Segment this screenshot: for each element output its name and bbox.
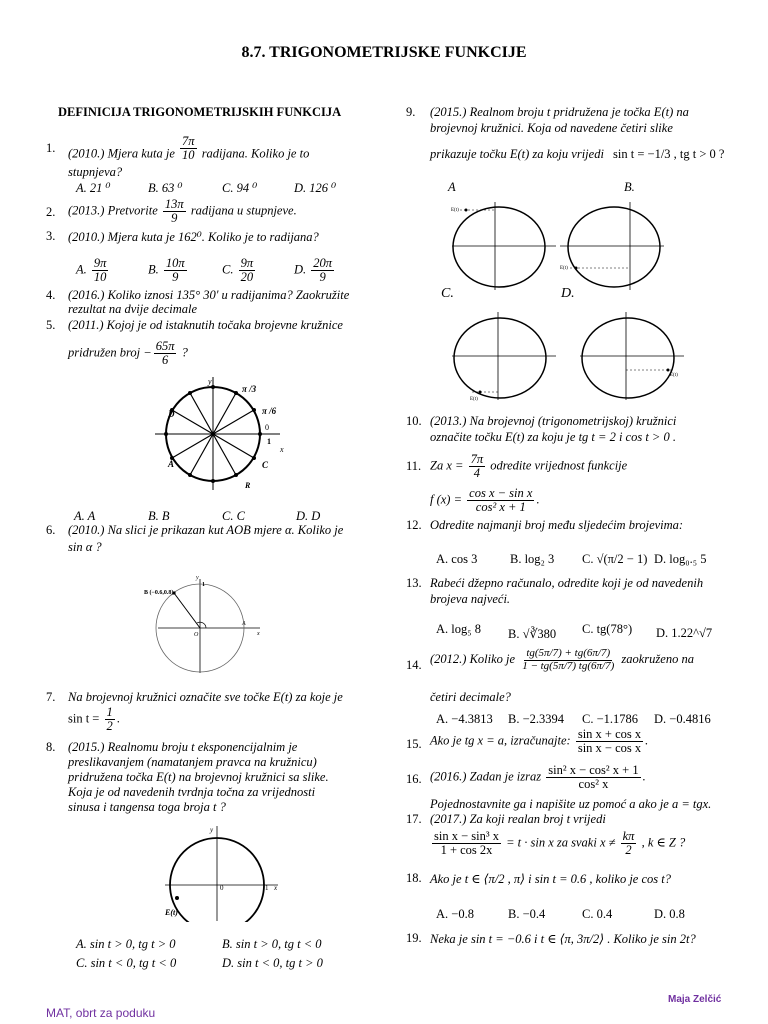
question-text: brojeva najveći. bbox=[430, 592, 511, 606]
question-text: označite točku E(t) za koju je tg t = 2 i cos t > 0 . bbox=[430, 430, 676, 444]
question-number: 3. bbox=[46, 229, 56, 243]
option-c[interactable]: C. tg(78°) bbox=[582, 622, 633, 636]
fraction: $\frac{\text{sin² x − cos² x + 1}}{\text{cos² x}}$ bbox=[548, 763, 639, 792]
option-c[interactable]: C. √(π/2 − 1) bbox=[582, 552, 648, 566]
y-axis-label: y bbox=[208, 377, 212, 386]
option-a[interactable]: A. log₅ 8 bbox=[436, 622, 481, 636]
label-et: E(t) bbox=[165, 908, 178, 917]
label-a: A bbox=[168, 459, 175, 469]
option-a[interactable]: A. sin t > 0, tg t > 0 bbox=[76, 937, 176, 951]
circle-figure-d bbox=[576, 308, 688, 402]
label-c: C bbox=[262, 460, 269, 470]
option-c[interactable]: C. C bbox=[222, 509, 245, 523]
fraction: $\frac{\text{sin x + cos x}}{\text{sin x − cos x}}$ bbox=[577, 727, 642, 756]
question-number: 11. bbox=[406, 459, 422, 473]
question-text: (2016.) Koliko iznosi 135° 30' u radijanima? Zaokružite bbox=[68, 288, 350, 302]
fraction: $\frac{65\pi}{6}$ bbox=[155, 339, 175, 368]
question-number: 6. bbox=[46, 523, 56, 537]
choice-label-a[interactable]: A bbox=[448, 180, 456, 194]
option-c[interactable]: C. sin t < 0, tg t < 0 bbox=[76, 956, 177, 970]
question-text: Za x = bbox=[430, 458, 464, 473]
y-axis-label: y bbox=[196, 575, 199, 581]
label-pi-6: π /6 bbox=[262, 406, 277, 416]
option-c[interactable]: C. −1.1786 bbox=[582, 712, 639, 726]
question-text: Ako je t ∈ ⟨π/2 , π⟩ i sin t = 0.6 , koliko je cos t? bbox=[430, 872, 671, 886]
question-number: 10. bbox=[406, 414, 422, 428]
option-b[interactable]: B. B bbox=[148, 509, 170, 523]
label-one: 1 bbox=[265, 884, 269, 892]
equation: sin t = bbox=[68, 711, 100, 726]
option-d[interactable]: D. log₀.₅ 5 bbox=[654, 552, 707, 566]
option-a[interactable]: A. cos 3 bbox=[436, 552, 478, 566]
x-axis-label: x bbox=[257, 631, 260, 637]
circle-figure-a bbox=[448, 198, 560, 292]
question-text: odredite vrijednost funkcije bbox=[490, 458, 628, 473]
choice-label-b[interactable]: B. bbox=[624, 180, 635, 194]
option-d[interactable]: D. $\frac{20\pi}{9}$ bbox=[294, 256, 333, 285]
question-text: (2017.) Za koji realan broj t vrijedi bbox=[430, 812, 606, 826]
question-number: 2. bbox=[46, 205, 56, 219]
option-b[interactable]: B. −0.4 bbox=[508, 907, 546, 921]
label-one: 1 bbox=[267, 437, 271, 446]
x-axis-label: x bbox=[280, 445, 284, 454]
question-number: 14. bbox=[406, 658, 422, 672]
question-text: (2010.) Mjera kuta je bbox=[68, 146, 175, 161]
label-pi-3: π /3 bbox=[242, 384, 257, 394]
option-b[interactable]: B. √∛380 bbox=[508, 627, 557, 641]
option-c[interactable]: C. 94 ⁰ bbox=[222, 181, 258, 195]
option-b[interactable]: B. 63 ⁰ bbox=[148, 181, 183, 195]
question-number: 12. bbox=[406, 518, 422, 532]
label-zero: 0 bbox=[265, 423, 269, 432]
question-text: radijana u stupnjeve. bbox=[190, 203, 297, 218]
question-text: Rabeći džepno računalo, odredite koji je od navedenih bbox=[430, 576, 704, 590]
option-a[interactable]: A. A bbox=[74, 509, 96, 523]
label-a: A bbox=[242, 621, 246, 627]
question-number: 19. bbox=[406, 931, 422, 945]
question-text: rezultat na dvije decimale bbox=[68, 302, 198, 316]
question-text: Na brojevnoj kružnici označite sve točke E(t) za koje je bbox=[68, 690, 343, 704]
question-text: radijana. Koliko je to bbox=[201, 146, 310, 161]
fraction: $\frac{\text{sin x − sin³ x}}{1 + \cos 2x}$ bbox=[434, 829, 499, 858]
label-o: O bbox=[194, 632, 199, 638]
angle-aob-figure bbox=[140, 575, 270, 675]
question-text: preslikavanjem (namatanjem pravca na kružnicu) bbox=[68, 755, 317, 769]
question-text: Koja je od navedenih tvrdnja točna za vrijednosti bbox=[68, 785, 316, 799]
et-label: E(t) bbox=[451, 208, 459, 213]
question-text: (2013.) Na brojevnoj (trigonometrijskoj) kružnici bbox=[430, 414, 677, 428]
question-text: (2015.) Realnomu broju t eksponencijalnim je bbox=[68, 740, 298, 754]
question-number: 8. bbox=[46, 740, 56, 754]
question-number: 16. bbox=[406, 772, 422, 786]
label-zero: 0 bbox=[220, 884, 224, 892]
label-d: D bbox=[168, 409, 175, 419]
option-d[interactable]: D. 0.8 bbox=[654, 907, 685, 921]
question-text: (2012.) Koliko je bbox=[430, 651, 516, 666]
question-text: brojevnoj kružnici. Koja od navedene četiri slike bbox=[430, 121, 673, 135]
option-a[interactable]: A. 21 ⁰ bbox=[76, 181, 111, 195]
question-number: 18. bbox=[406, 871, 422, 885]
option-d[interactable]: D. 126 ⁰ bbox=[294, 181, 337, 195]
question-text: (2016.) Zadan je izraz bbox=[430, 769, 542, 784]
question-number: 13. bbox=[406, 576, 422, 590]
option-c[interactable]: C. $\frac{9\pi}{20}$ bbox=[222, 256, 254, 285]
option-a[interactable]: A. −4.3813 bbox=[436, 712, 493, 726]
question-number: 17. bbox=[406, 812, 422, 826]
question-text: (2013.) Pretvorite bbox=[68, 203, 158, 218]
fraction: $\frac{\text{cos x − sin x}}{\text{cos² x + 1}}$ bbox=[469, 486, 533, 515]
circle-figure-c bbox=[448, 308, 560, 402]
option-b[interactable]: B. $\frac{10\pi}{9}$ bbox=[148, 256, 185, 285]
question-number: 15. bbox=[406, 737, 422, 751]
fraction: $\frac{13\pi}{9}$ bbox=[164, 197, 184, 226]
page-title: 8.7. TRIGONOMETRIJSKE FUNKCIJE bbox=[241, 44, 527, 61]
question-text: (2015.) Realnom broju t pridružena je točka E(t) na bbox=[430, 105, 689, 119]
question-text: Neka je sin t = −0.6 i t ∈ ⟨π, 3π/2⟩ . Koliko je sin 2t? bbox=[430, 932, 696, 946]
unit-circle-figure bbox=[150, 372, 300, 492]
question-number: 9. bbox=[406, 105, 416, 119]
option-d[interactable]: D. −0.4816 bbox=[654, 712, 711, 726]
label-b: B (−0.6,0.8) bbox=[144, 590, 174, 596]
question-text: prikazuje točku E(t) za koju vrijedi bbox=[430, 147, 604, 161]
question-text: zaokruženo na bbox=[621, 651, 694, 666]
question-text: stupnjeva? bbox=[68, 165, 123, 179]
question-text: Odredite najmanji broj među sljedećim brojevima: bbox=[430, 518, 684, 532]
question-text: (2010.) Na slici je prikazan kut AOB mjere α. Koliko je bbox=[68, 523, 344, 537]
choice-label-d[interactable]: D. bbox=[561, 286, 575, 301]
condition: sin t = −1/3 , tg t > 0 ? bbox=[613, 147, 725, 161]
option-a[interactable]: A. −0.8 bbox=[436, 907, 474, 921]
question-text: sin α ? bbox=[68, 540, 102, 554]
question-text: pridružena točka E(t) na brojevnoj kružnici sa slike. bbox=[68, 770, 329, 784]
question-text: četiri decimale? bbox=[430, 690, 511, 704]
unit-circle-et-figure bbox=[160, 822, 290, 922]
question-number: 1. bbox=[46, 141, 56, 155]
fraction: $\frac{tg(5\pi/7) + tg(6\pi/7)}{1 - tg(5\pi/7) tg(6\pi/7)}$ bbox=[522, 647, 615, 672]
fraction: $\frac{7\pi}{10}$ bbox=[182, 134, 195, 163]
fraction: $\frac{7\pi}{4}$ bbox=[470, 452, 484, 481]
option-b[interactable]: B. −2.3394 bbox=[508, 712, 565, 726]
et-label: E(t) bbox=[470, 397, 478, 402]
option-c[interactable]: C. 0.4 bbox=[582, 907, 613, 921]
question-text: (2010.) Mjera kuta je 162⁰. Koliko je to radijana? bbox=[68, 230, 319, 244]
x-axis-label: x bbox=[274, 884, 278, 892]
question-text: = t · sin x za svaki bbox=[506, 835, 597, 850]
option-d[interactable]: D. sin t < 0, tg t > 0 bbox=[222, 956, 323, 970]
question-text: Ako je tg x = a, izračunajte: bbox=[430, 733, 571, 748]
question-text: sinusa i tangensa toga broja t ? bbox=[68, 800, 226, 814]
choice-label-c[interactable]: C. bbox=[441, 286, 454, 301]
question-number: 4. bbox=[46, 288, 56, 302]
option-d[interactable]: D. 1.22^√7 bbox=[656, 626, 713, 640]
fraction: $\frac{k\pi}{2}$ bbox=[622, 829, 635, 858]
et-label: E(t) bbox=[560, 266, 568, 271]
question-text: pridružen broj bbox=[68, 345, 141, 360]
section-heading: DEFINICIJA TRIGONOMETRIJSKIH FUNKCIJA bbox=[58, 105, 342, 119]
function-label: f (x) = bbox=[430, 492, 463, 507]
y-axis-label: y bbox=[210, 826, 214, 834]
et-label: E(t) bbox=[670, 373, 678, 378]
option-b[interactable]: B. sin t > 0, tg t < 0 bbox=[222, 937, 322, 951]
option-d[interactable]: D. D bbox=[296, 509, 321, 523]
fraction: $\frac{1}{2}$ bbox=[106, 705, 113, 734]
footer-brand: MAT, obrt za poduku bbox=[46, 1006, 156, 1020]
option-b[interactable]: B. log₂ 3 bbox=[510, 552, 555, 566]
question-text: (2011.) Kojoj je od istaknutih točaka brojevne kružnice bbox=[68, 318, 343, 332]
label-r: R bbox=[245, 481, 251, 490]
option-a[interactable]: A. $\frac{9\pi}{10}$ bbox=[76, 256, 107, 285]
question-number: 7. bbox=[46, 690, 56, 704]
footer-author: Maja Zelčić bbox=[668, 994, 722, 1005]
label-one: 1 bbox=[202, 582, 205, 588]
circle-figure-b bbox=[556, 198, 668, 292]
question-number: 5. bbox=[46, 318, 56, 332]
question-text: Pojednostavnite ga i napišite uz pomoć a ako je a = tgx. bbox=[430, 797, 712, 811]
